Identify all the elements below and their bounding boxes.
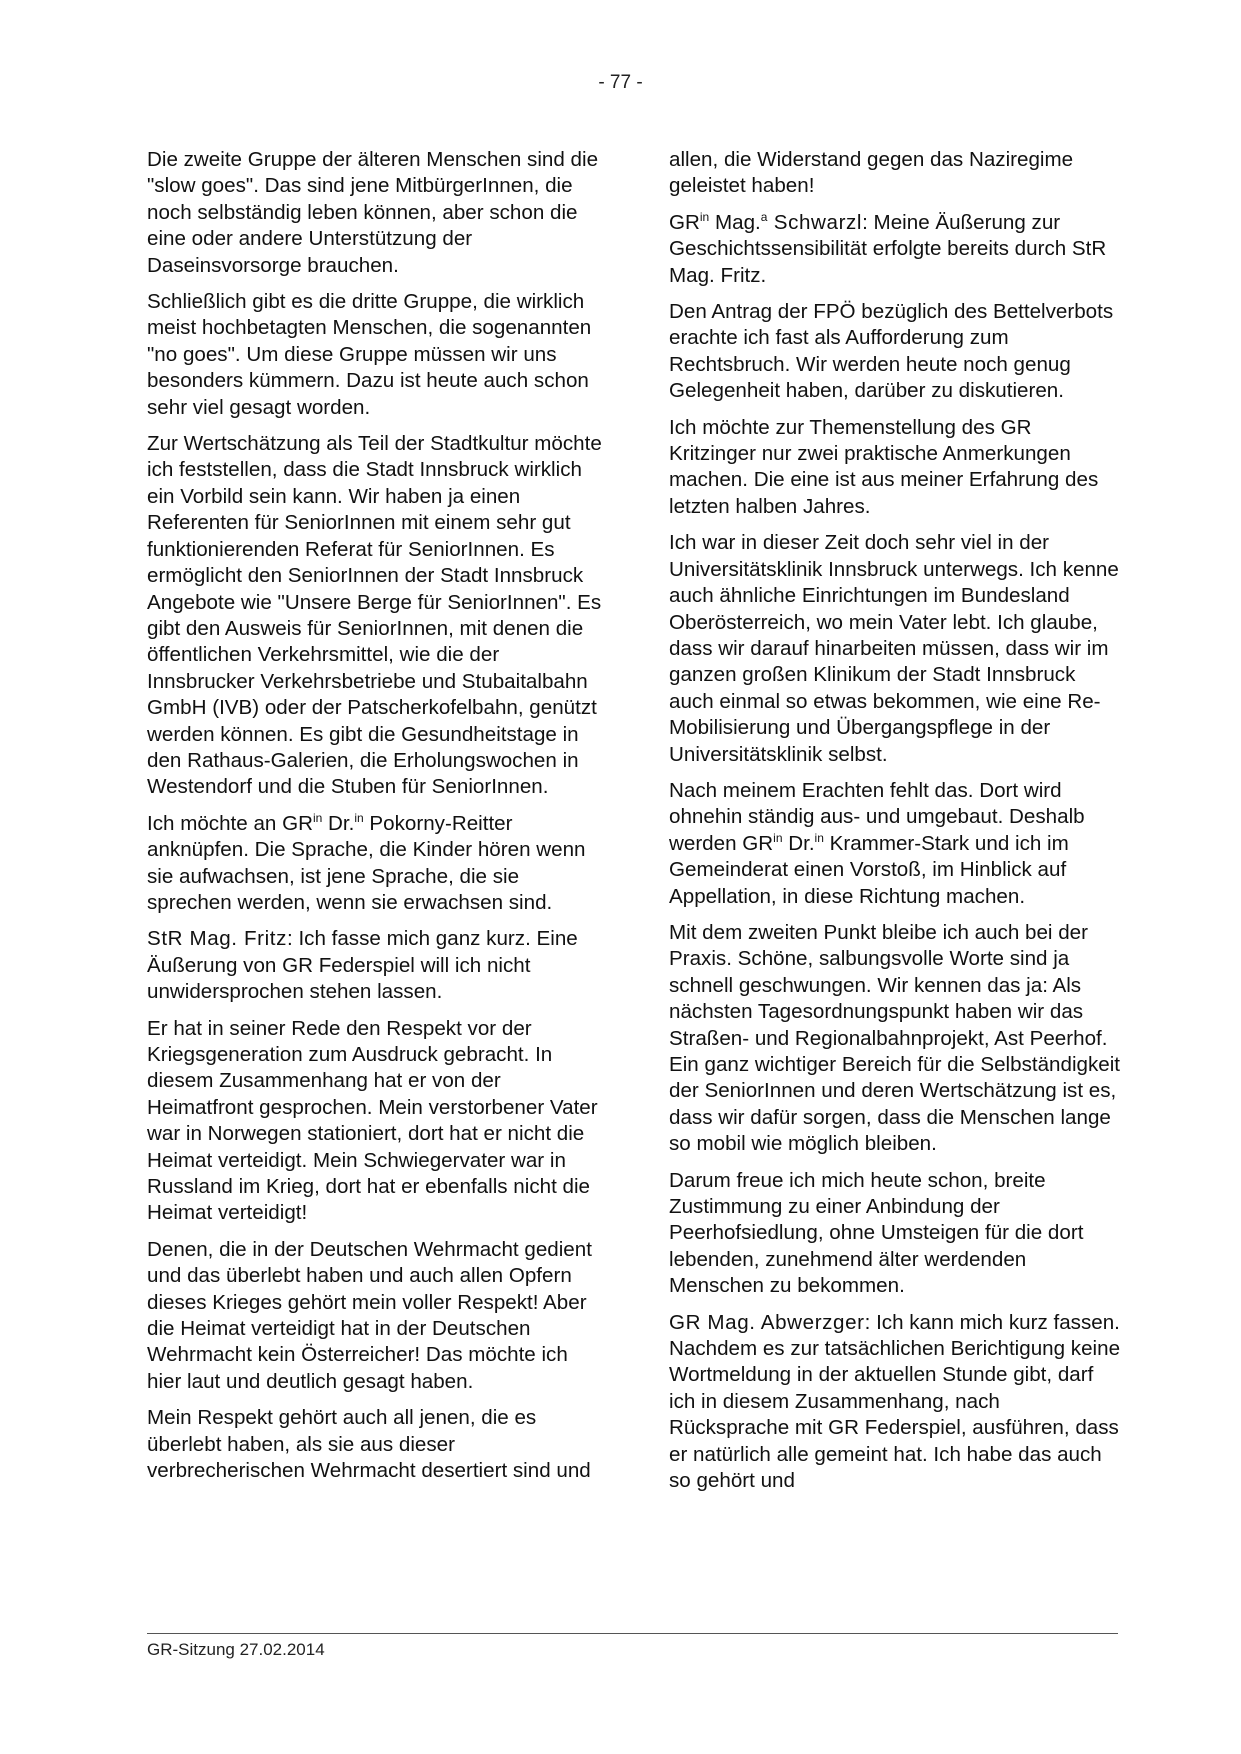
text-span: GR bbox=[669, 210, 700, 234]
page-number: - 77 - bbox=[598, 72, 643, 93]
left-column bbox=[147, 147, 602, 1495]
paragraph: Ich war in dieser Zeit doch sehr viel in der Universitätsklinik Innsbruck unterwegs. Ich kenne auch ähnliche Einrichtungen im Bundesland Oberösterreich, wo mein Vater lebt. Ich glaube, dass wir darauf hinarbeiten müssen, dass wir im ganzen großen Klinikum der Stadt Innsbruck auch einmal so etwas bekommen, wie eine Re-Mobilisierung und Übergangspflege in der Universitätsklinik selbst. bbox=[669, 531, 1119, 766]
paragraph: Zur Wertschätzung als Teil der Stadtkultur möchte ich feststellen, dass die Stadt Innsbruck wirklich ein Vorbild sein kann. Wir haben ja einen Referenten für SeniorInnen mit einem sehr gut funktionierenden Referat für SeniorInnen. Es ermöglicht den SeniorInnen der Stadt Innsbruck Angebote wie "Unsere Berge für SeniorInnen". Es gibt den Ausweis für SeniorInnen, mit denen die öffentlichen Verkehrsmittel, wie die der Innsbrucker Verkehrsbetriebe und Stubaitalbahn GmbH (IVB) oder der Patscherkofelbahn, genützt werden können. Es gibt die Gesundheitstage in den Rathaus-Galerien, die Erholungswochen in Westendorf und die Stuben für SeniorInnen. bbox=[147, 432, 602, 799]
text-span: Nach meinem Erachten fehlt das. Dort wird ohnehin ständig aus- und umgebaut. Deshalb werden GR bbox=[669, 778, 1085, 855]
text-span: Mag. bbox=[709, 210, 761, 234]
footer-session-date: GR-Sitzung 27.02.2014 bbox=[147, 1640, 325, 1659]
paragraph: Die zweite Gruppe der älteren Menschen sind die "slow goes". Das sind jene MitbürgerInnen, die noch selbständig leben können, aber schon die eine oder andere Unterstützung der Daseinsvorsorge brauchen. bbox=[147, 148, 599, 277]
paragraph: Denen, die in der Deutschen Wehrmacht gedient und das überlebt haben und auch allen Opfern dieses Krieges gehört mein voller Respekt! Aber die Heimat verteidigt hat in der Deutschen Wehrmacht kein Österreicher! Das möchte ich hier laut und deutlich gesagt haben. bbox=[147, 1237, 592, 1393]
paragraph: Schließlich gibt es die dritte Gruppe, die wirklich meist hochbetagten Menschen, die sogenannten "no goes". Um diese Gruppe müssen wir uns besonders kümmern. Dazu ist heute auch schon sehr viel gesagt worden. bbox=[147, 290, 592, 419]
paragraph: Mit dem zweiten Punkt bleibe ich auch bei der Praxis. Schöne, salbungsvolle Worte sind ja schnell geschwungen. Wir kennen das ja: Als nächsten Tagesordnungspunkt haben wir das Straßen- und Regionalbahnprojekt, Ast Peerhof. Ein ganz wichtiger Bereich für die Selbständigkeit der SeniorInnen und deren Wertschätzung ist es, dass wir dafür sorgen, dass die Menschen lange so mobil wie möglich bleiben. bbox=[669, 920, 1121, 1156]
superscript: in bbox=[699, 209, 710, 224]
speaker-paragraph bbox=[669, 210, 1124, 289]
superscript: in bbox=[354, 810, 364, 825]
text-span: : Meine Äußerung zur Geschichtssensibilität erfolgte bereits durch StR Mag. Fritz. bbox=[669, 210, 1107, 287]
paragraph: Er hat in seiner Rede den Respekt vor der Kriegsgeneration zum Ausdruck gebracht. In diesem Zusammenhang hat er von der Heimatfront gesprochen. Mein verstorbener Vater war in Norwegen stationiert, dort hat er nicht die Heimat verteidigt. Mein Schwiegervater war in Russland im Krieg, dort hat er ebenfalls nicht die Heimat verteidigt! bbox=[147, 1016, 598, 1225]
text-span: : Ich fasse mich ganz kurz. Eine Äußerung von GR Federspiel will ich nicht unwidersprochen stehen lassen. bbox=[147, 927, 578, 1004]
text-span: Pokorny-Reitter anknüpfen. Die Sprache, die Kinder hören wenn sie aufwachsen, ist jene Sprache, die sie sprechen werden, wenn sie erwachsen sind. bbox=[147, 811, 586, 914]
text-span: Ich möchte an GR bbox=[147, 811, 313, 835]
paragraph: allen, die Widerstand gegen das Naziregime geleistet haben! bbox=[669, 148, 1074, 198]
paragraph: Ich möchte zur Themenstellung des GR Kritzinger nur zwei praktische Anmerkungen machen. Die eine ist aus meiner Erfahrung des letzten halben Jahres. bbox=[669, 415, 1099, 518]
speaker-paragraph bbox=[669, 1310, 1124, 1495]
superscript: in bbox=[312, 810, 323, 825]
right-column bbox=[669, 147, 1124, 1505]
speaker-name: GR Mag. Abwerzger bbox=[669, 1310, 865, 1334]
superscript: in bbox=[773, 830, 783, 845]
text-span: : Ich kann mich kurz fassen. Nachdem es zur tatsächlichen Berichtigung keine Wortmeldung in der aktuellen Stunde gibt, darf ich in diesem Zusammenhang, nach Rücksprache mit GR Federspiel, ausführen, dass er natürlich alle gemeint hat. Ich habe das auch so gehört und bbox=[669, 1310, 1121, 1493]
superscript: a bbox=[760, 209, 768, 224]
paragraph: Den Antrag der FPÖ bezüglich des Bettelverbots erachte ich fast als Aufforderung zum Rechtsbruch. Wir werden heute noch genug Gelegenheit haben, darüber zu diskutieren. bbox=[669, 300, 1114, 403]
superscript: in bbox=[814, 830, 824, 845]
paragraph: Mein Respekt gehört auch all jenen, die es überlebt haben, als sie aus dieser verbrecherischen Wehrmacht desertiert sind und bbox=[147, 1406, 591, 1483]
paragraph bbox=[147, 811, 602, 917]
text-span: Dr. bbox=[322, 811, 355, 835]
text-span: Dr. bbox=[782, 831, 815, 855]
paragraph: Darum freue ich mich heute schon, breite Zustimmung zu einer Anbindung der Peerhofsiedlung, ohne Umsteigen für die dort lebenden, zunehmend älter werdenden Menschen zu bekommen. bbox=[669, 1168, 1084, 1298]
footer-divider bbox=[147, 1633, 1118, 1634]
text-span: Krammer-Stark und ich im Gemeinderat einen Vorstoß, im Hinblick auf Appellation, in diese Richtung machen. bbox=[669, 831, 1069, 908]
speaker-name: StR Mag. Fritz bbox=[147, 927, 287, 951]
paragraph bbox=[669, 778, 1124, 910]
speaker-paragraph bbox=[147, 926, 602, 1005]
speaker-name: Schwarzl bbox=[767, 210, 863, 234]
